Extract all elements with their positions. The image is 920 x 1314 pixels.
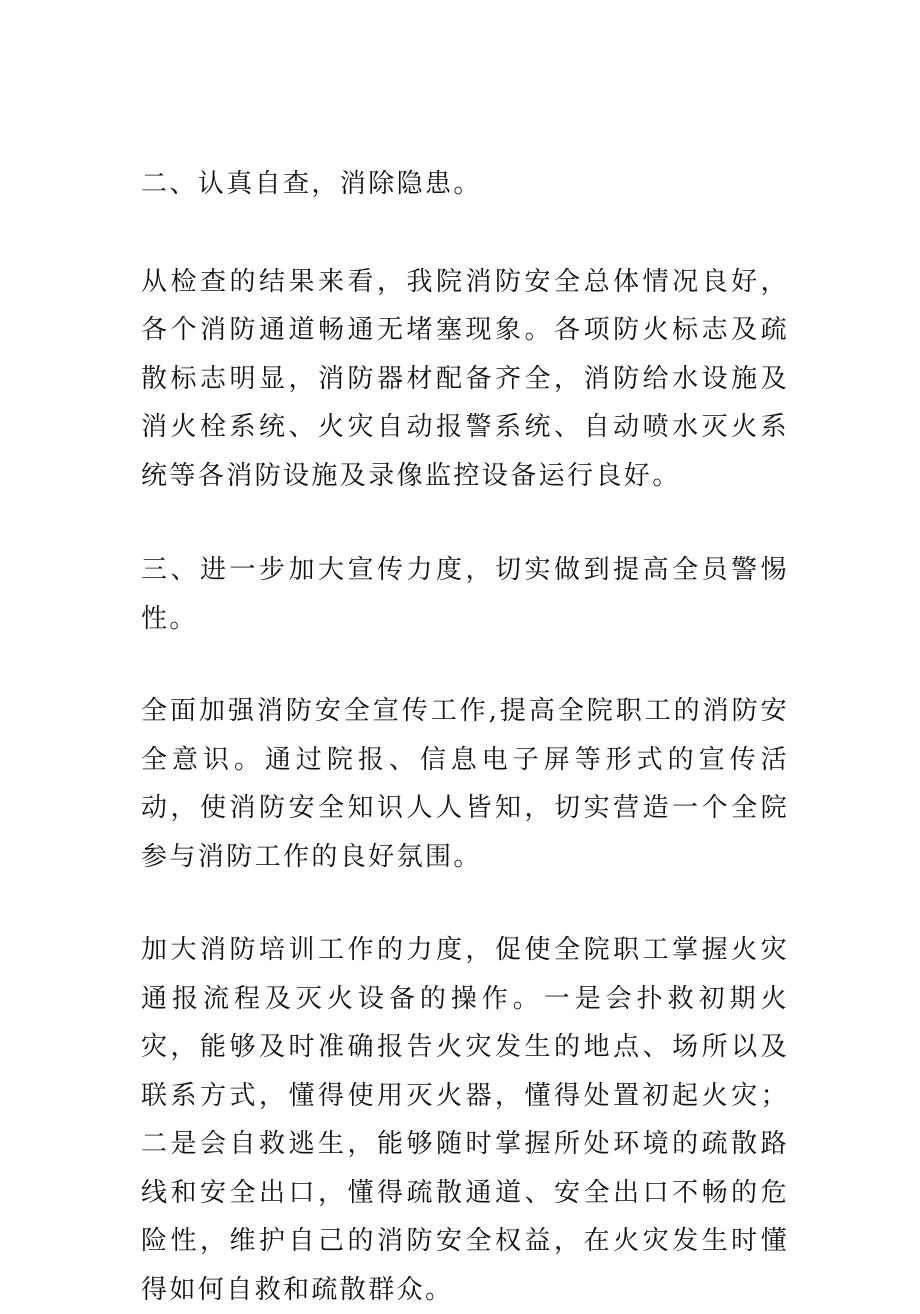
paragraph-training: 加大消防培训工作的力度，促使全院职工掌握火灾通报流程及灭火设备的操作。一是会扑救初期火灾，能够及时准确报告火灾发生的地点、场所以及联系方式，懂得使用灭火器，懂得处置初起火灾；二是会自救逃生，能够随时掌握所处环境的疏散路线和安全出口，懂得疏散通道、安全出口不畅的危险性，维护自己的消防安全权益，在火灾发生时懂得如何自救和疏散群众。 — [141, 935, 789, 1305]
document-body — [141, 160, 789, 1314]
paragraph-inspection-results: 从检查的结果来看，我院消防安全总体情况良好，各个消防通道畅通无堵塞现象。各项防火标志及疏散标志明显，消防器材配备齐全，消防给水设施及消火栓系统、火灾自动报警系统、自动喷水灭火系统等各消防设施及录像监控设备运行良好。 — [141, 266, 789, 491]
section-heading-2: 二、认真自查，消除隐患。 — [141, 169, 482, 199]
paragraph-publicity: 全面加强消防安全宣传工作,提高全院职工的消防安全意识。通过院报、信息电子屏等形式的宣传活动，使消防安全知识人人皆知，切实营造一个全院参与消防工作的良好氛围。 — [141, 696, 789, 872]
section-heading-3: 三、进一步加大宣传力度，切实做到提高全员警惕性。 — [141, 555, 789, 634]
